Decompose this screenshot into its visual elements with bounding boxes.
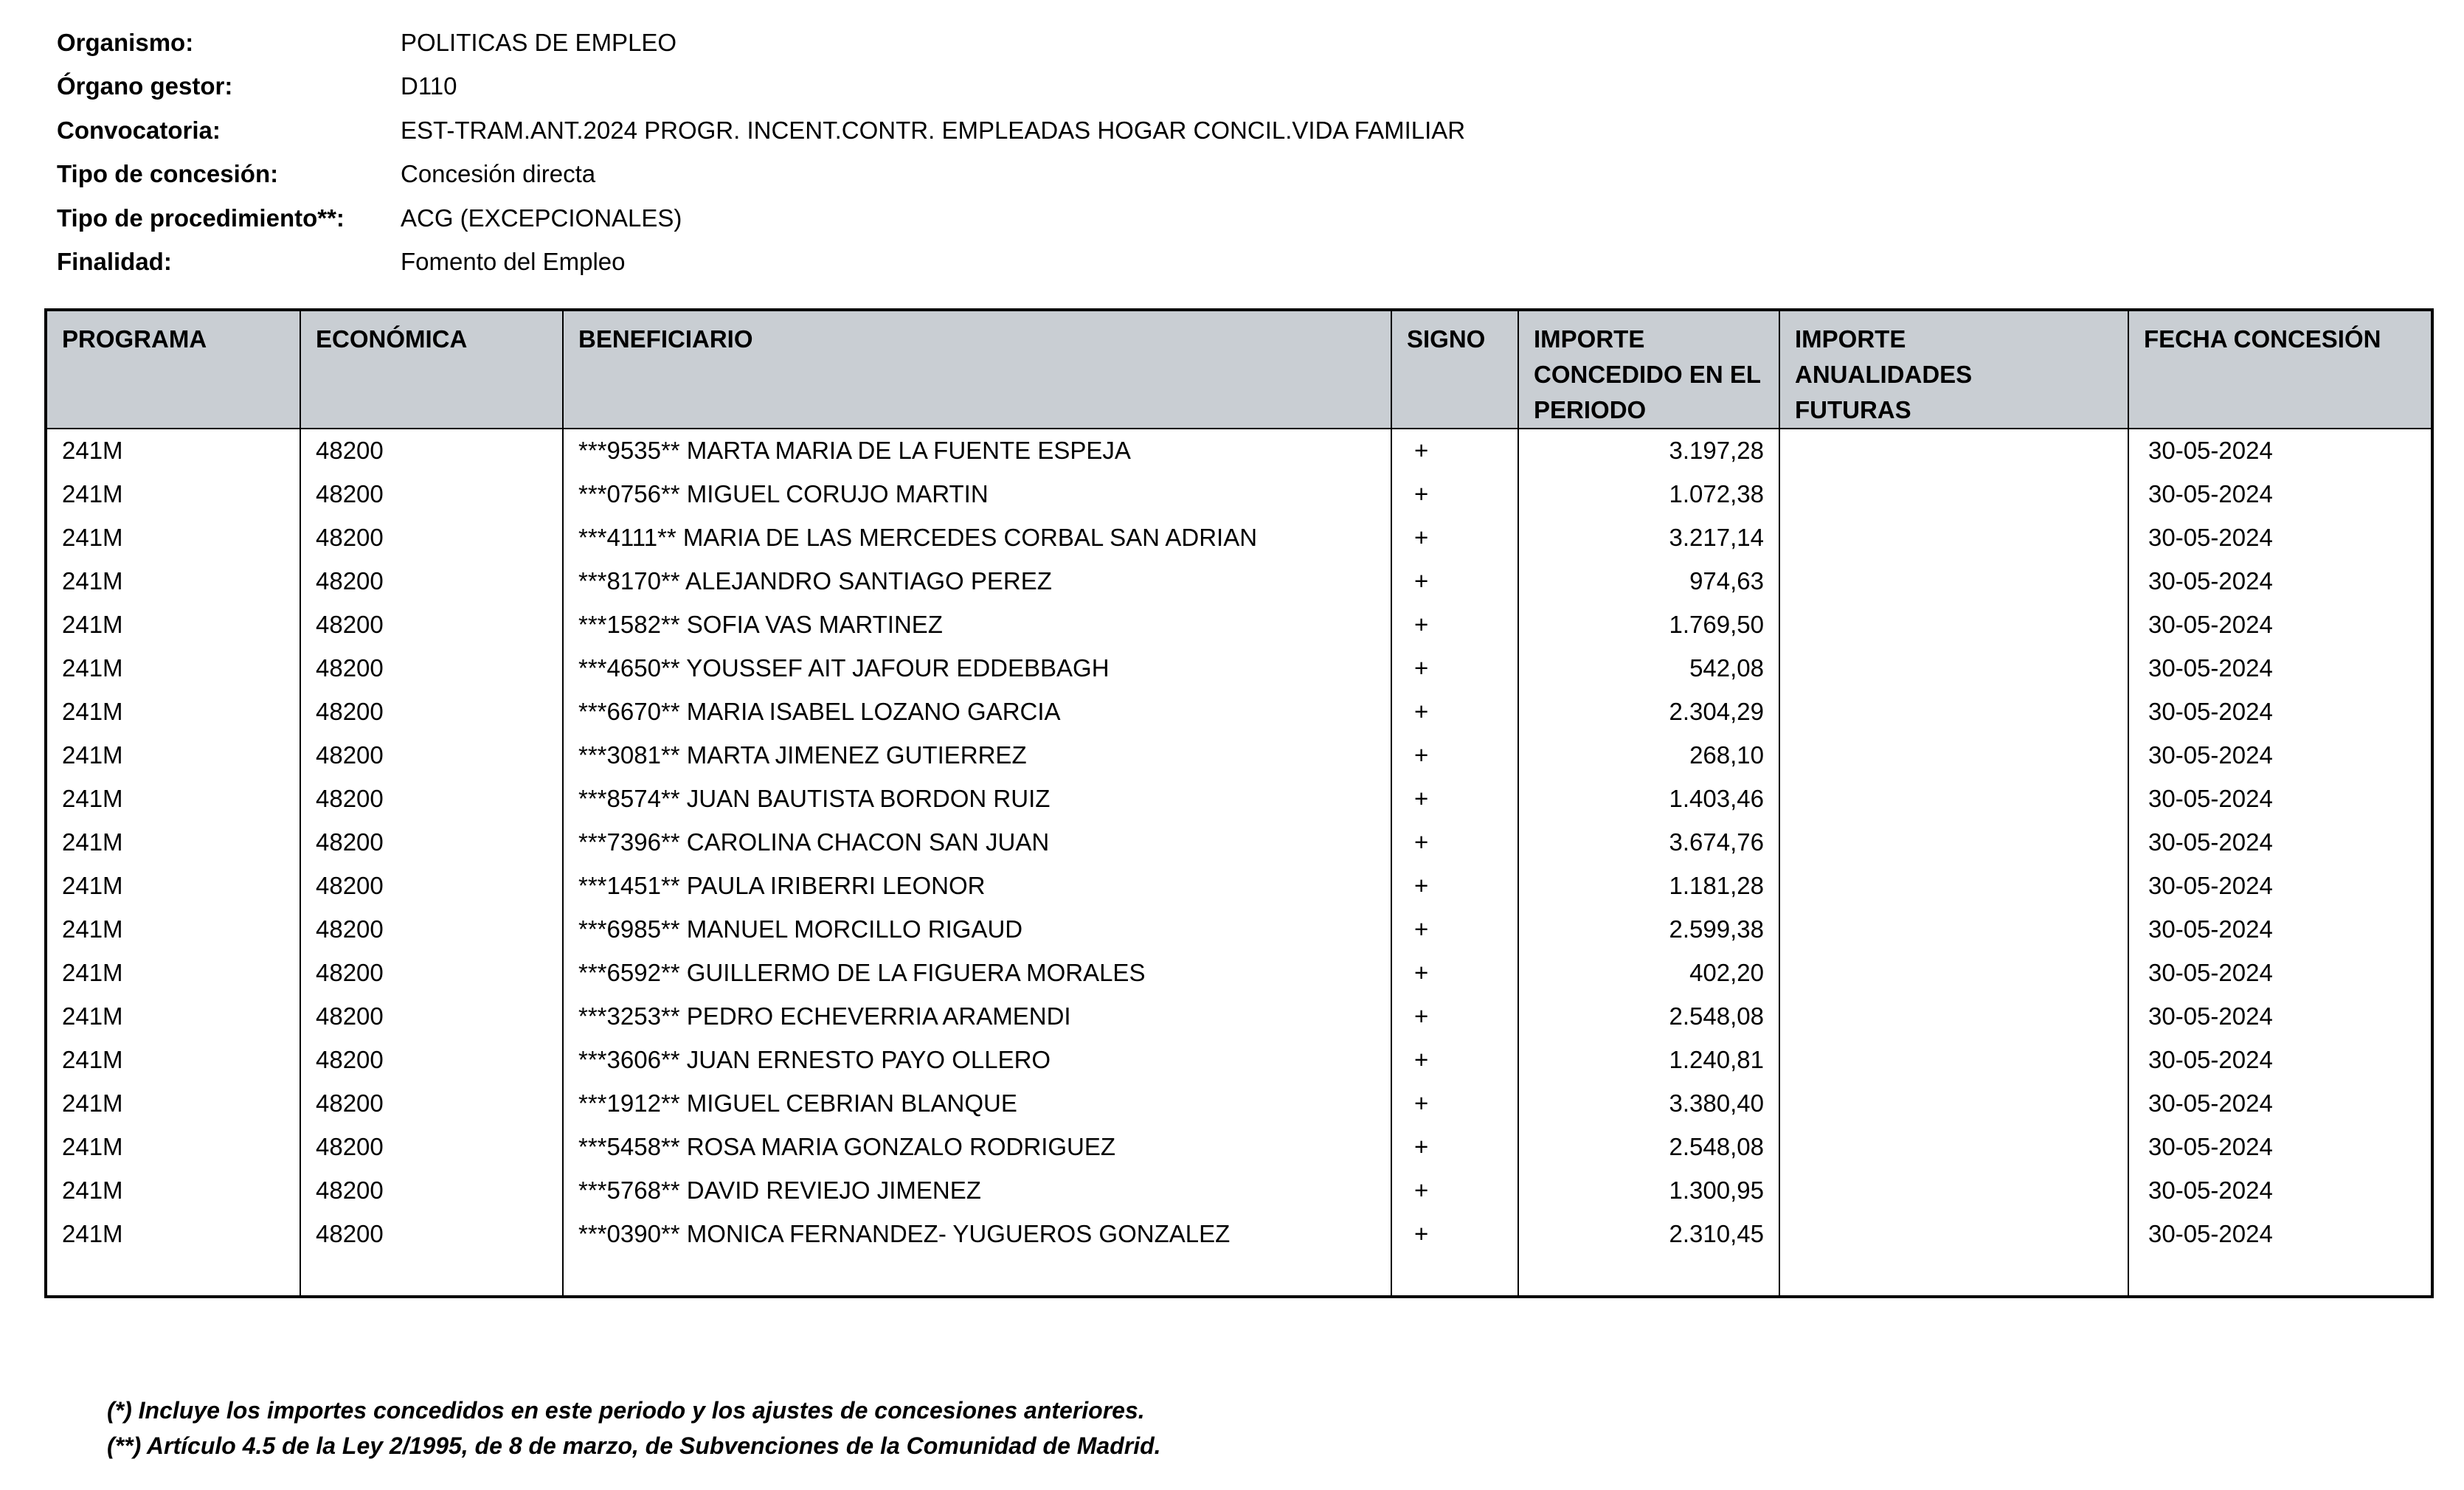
cell-importe-anualidades: [1779, 820, 2128, 864]
table-spacer: [46, 1255, 2432, 1297]
col-header-economica: ECONÓMICA: [300, 310, 563, 429]
cell-signo: +: [1391, 1125, 1518, 1168]
field-convocatoria: [57, 108, 1465, 153]
cell-importe-concedido: 2.304,29: [1518, 690, 1779, 733]
table-row: [46, 429, 2432, 472]
cell-programa: 241M: [46, 646, 300, 690]
cell-fecha-concesion: 30-05-2024: [2128, 1125, 2432, 1168]
cell-signo: +: [1391, 951, 1518, 994]
cell-signo: +: [1391, 907, 1518, 951]
cell-importe-concedido: 3.674,76: [1518, 820, 1779, 864]
field-value-organismo: POLITICAS DE EMPLEO: [401, 28, 677, 56]
cell-importe-anualidades: [1779, 864, 2128, 907]
cell-economica: 48200: [300, 472, 563, 516]
cell-programa: 241M: [46, 820, 300, 864]
table-header-row: [46, 310, 2432, 429]
cell-fecha-concesion: 30-05-2024: [2128, 559, 2432, 603]
cell-economica: 48200: [300, 907, 563, 951]
cell-signo: +: [1391, 864, 1518, 907]
document-header: [57, 21, 1465, 284]
cell-fecha-concesion: 30-05-2024: [2128, 820, 2432, 864]
cell-economica: 48200: [300, 646, 563, 690]
cell-beneficiario: ***0390** MONICA FERNANDEZ- YUGUEROS GONZALEZ: [563, 1212, 1391, 1255]
table-row: [46, 994, 2432, 1038]
cell-beneficiario: ***8170** ALEJANDRO SANTIAGO PEREZ: [563, 559, 1391, 603]
table-row: [46, 820, 2432, 864]
spacer-cell: [300, 1255, 563, 1297]
field-value-convocatoria: EST-TRAM.ANT.2024 PROGR. INCENT.CONTR. EMPLEADAS HOGAR CONCIL.VIDA FAMILIAR: [401, 116, 1466, 144]
cell-programa: 241M: [46, 690, 300, 733]
field-label-finalidad: Finalidad:: [57, 248, 172, 276]
cell-signo: +: [1391, 646, 1518, 690]
cell-economica: 48200: [300, 864, 563, 907]
cell-programa: 241M: [46, 603, 300, 646]
cell-programa: 241M: [46, 559, 300, 603]
cell-signo: +: [1391, 429, 1518, 472]
cell-programa: 241M: [46, 1125, 300, 1168]
cell-importe-anualidades: [1779, 994, 2128, 1038]
table-row: [46, 864, 2432, 907]
cell-importe-concedido: 3.197,28: [1518, 429, 1779, 472]
cell-economica: 48200: [300, 1212, 563, 1255]
table-row: [46, 1081, 2432, 1125]
field-tipo-concesion: [57, 153, 1465, 197]
cell-importe-anualidades: [1779, 646, 2128, 690]
field-label-tipo-concesion: Tipo de concesión:: [57, 160, 279, 188]
cell-fecha-concesion: 30-05-2024: [2128, 1168, 2432, 1212]
cell-importe-concedido: 542,08: [1518, 646, 1779, 690]
cell-programa: 241M: [46, 733, 300, 777]
table-row: [46, 951, 2432, 994]
col-header-signo: SIGNO: [1391, 310, 1518, 429]
field-organismo: [57, 21, 1465, 65]
cell-importe-anualidades: [1779, 1038, 2128, 1081]
field-value-tipo-procedimiento: ACG (EXCEPCIONALES): [401, 204, 682, 232]
cell-economica: 48200: [300, 994, 563, 1038]
cell-fecha-concesion: 30-05-2024: [2128, 516, 2432, 559]
cell-fecha-concesion: 30-05-2024: [2128, 646, 2432, 690]
spacer-cell: [46, 1255, 300, 1297]
cell-signo: +: [1391, 777, 1518, 820]
cell-programa: 241M: [46, 1212, 300, 1255]
cell-fecha-concesion: 30-05-2024: [2128, 733, 2432, 777]
field-label-tipo-procedimiento: Tipo de procedimiento**:: [57, 204, 345, 232]
cell-signo: +: [1391, 472, 1518, 516]
cell-signo: +: [1391, 733, 1518, 777]
field-tipo-procedimiento: [57, 196, 1465, 240]
col-header-importe-concedido: IMPORTE CONCEDIDO EN EL PERIODO: [1518, 310, 1779, 429]
cell-signo: +: [1391, 994, 1518, 1038]
table-row: [46, 646, 2432, 690]
cell-programa: 241M: [46, 777, 300, 820]
table-row: [46, 733, 2432, 777]
cell-importe-concedido: 1.300,95: [1518, 1168, 1779, 1212]
col-header-beneficiario: BENEFICIARIO: [563, 310, 1391, 429]
cell-importe-concedido: 1.240,81: [1518, 1038, 1779, 1081]
cell-beneficiario: ***4650** YOUSSEF AIT JAFOUR EDDEBBAGH: [563, 646, 1391, 690]
cell-importe-anualidades: [1779, 472, 2128, 516]
table-body: [46, 429, 2432, 1255]
cell-fecha-concesion: 30-05-2024: [2128, 777, 2432, 820]
cell-importe-concedido: 3.217,14: [1518, 516, 1779, 559]
cell-beneficiario: ***6985** MANUEL MORCILLO RIGAUD: [563, 907, 1391, 951]
cell-importe-concedido: 1.769,50: [1518, 603, 1779, 646]
cell-signo: +: [1391, 603, 1518, 646]
cell-fecha-concesion: 30-05-2024: [2128, 472, 2432, 516]
cell-beneficiario: ***6670** MARIA ISABEL LOZANO GARCIA: [563, 690, 1391, 733]
cell-programa: 241M: [46, 864, 300, 907]
cell-importe-anualidades: [1779, 429, 2128, 472]
cell-importe-anualidades: [1779, 516, 2128, 559]
cell-importe-concedido: 2.599,38: [1518, 907, 1779, 951]
col-header-programa: PROGRAMA: [46, 310, 300, 429]
cell-economica: 48200: [300, 820, 563, 864]
cell-beneficiario: ***3253** PEDRO ECHEVERRIA ARAMENDI: [563, 994, 1391, 1038]
cell-importe-concedido: 2.548,08: [1518, 994, 1779, 1038]
cell-signo: +: [1391, 1038, 1518, 1081]
cell-economica: 48200: [300, 429, 563, 472]
cell-beneficiario: ***4111** MARIA DE LAS MERCEDES CORBAL SAN ADRIAN: [563, 516, 1391, 559]
cell-programa: 241M: [46, 907, 300, 951]
cell-economica: 48200: [300, 559, 563, 603]
cell-fecha-concesion: 30-05-2024: [2128, 1212, 2432, 1255]
cell-importe-anualidades: [1779, 1125, 2128, 1168]
table-row: [46, 777, 2432, 820]
cell-fecha-concesion: 30-05-2024: [2128, 603, 2432, 646]
footnote-2: (**) Artículo 4.5 de la Ley 2/1995, de 8 de marzo, de Subvenciones de la Comunidad de Madrid.: [107, 1432, 1161, 1459]
cell-economica: 48200: [300, 603, 563, 646]
cell-signo: +: [1391, 516, 1518, 559]
spacer-cell: [2128, 1255, 2432, 1297]
cell-beneficiario: ***1451** PAULA IRIBERRI LEONOR: [563, 864, 1391, 907]
cell-signo: +: [1391, 1081, 1518, 1125]
cell-economica: 48200: [300, 733, 563, 777]
cell-importe-anualidades: [1779, 1168, 2128, 1212]
cell-importe-anualidades: [1779, 777, 2128, 820]
cell-economica: 48200: [300, 1081, 563, 1125]
spacer-cell: [1518, 1255, 1779, 1297]
cell-beneficiario: ***1582** SOFIA VAS MARTINEZ: [563, 603, 1391, 646]
cell-signo: +: [1391, 1212, 1518, 1255]
cell-importe-concedido: 1.181,28: [1518, 864, 1779, 907]
field-label-organismo: Organismo:: [57, 28, 194, 56]
cell-beneficiario: ***5458** ROSA MARIA GONZALO RODRIGUEZ: [563, 1125, 1391, 1168]
cell-economica: 48200: [300, 777, 563, 820]
cell-signo: +: [1391, 559, 1518, 603]
cell-beneficiario: ***3606** JUAN ERNESTO PAYO OLLERO: [563, 1038, 1391, 1081]
field-organo-gestor: [57, 65, 1465, 109]
cell-importe-concedido: 2.548,08: [1518, 1125, 1779, 1168]
cell-importe-anualidades: [1779, 1212, 2128, 1255]
cell-importe-anualidades: [1779, 1081, 2128, 1125]
field-value-organo-gestor: D110: [401, 72, 457, 100]
cell-beneficiario: ***3081** MARTA JIMENEZ GUTIERREZ: [563, 733, 1391, 777]
cell-beneficiario: ***5768** DAVID REVIEJO JIMENEZ: [563, 1168, 1391, 1212]
cell-programa: 241M: [46, 951, 300, 994]
cell-importe-concedido: 268,10: [1518, 733, 1779, 777]
cell-economica: 48200: [300, 1038, 563, 1081]
cell-fecha-concesion: 30-05-2024: [2128, 864, 2432, 907]
cell-importe-concedido: 1.403,46: [1518, 777, 1779, 820]
field-finalidad: [57, 240, 1465, 285]
field-label-convocatoria: Convocatoria:: [57, 116, 221, 144]
cell-fecha-concesion: 30-05-2024: [2128, 1038, 2432, 1081]
cell-economica: 48200: [300, 690, 563, 733]
cell-signo: +: [1391, 1168, 1518, 1212]
table-row: [46, 603, 2432, 646]
field-value-tipo-concesion: Concesión directa: [401, 160, 596, 188]
table-row: [46, 516, 2432, 559]
cell-economica: 48200: [300, 951, 563, 994]
cell-programa: 241M: [46, 1038, 300, 1081]
cell-importe-anualidades: [1779, 603, 2128, 646]
cell-importe-anualidades: [1779, 951, 2128, 994]
cell-programa: 241M: [46, 1168, 300, 1212]
cell-signo: +: [1391, 690, 1518, 733]
col-header-fecha-concesion: FECHA CONCESIÓN: [2128, 310, 2432, 429]
cell-importe-anualidades: [1779, 559, 2128, 603]
table-row: [46, 907, 2432, 951]
cell-beneficiario: ***6592** GUILLERMO DE LA FIGUERA MORALES: [563, 951, 1391, 994]
cell-fecha-concesion: 30-05-2024: [2128, 907, 2432, 951]
cell-fecha-concesion: 30-05-2024: [2128, 951, 2432, 994]
cell-programa: 241M: [46, 472, 300, 516]
cell-beneficiario: ***8574** JUAN BAUTISTA BORDON RUIZ: [563, 777, 1391, 820]
cell-beneficiario: ***1912** MIGUEL CEBRIAN BLANQUE: [563, 1081, 1391, 1125]
field-label-organo-gestor: Órgano gestor:: [57, 72, 233, 100]
field-value-finalidad: Fomento del Empleo: [401, 248, 626, 276]
cell-fecha-concesion: 30-05-2024: [2128, 994, 2432, 1038]
cell-beneficiario: ***9535** MARTA MARIA DE LA FUENTE ESPEJA: [563, 429, 1391, 472]
cell-economica: 48200: [300, 1125, 563, 1168]
table-row: [46, 1212, 2432, 1255]
cell-importe-concedido: 402,20: [1518, 951, 1779, 994]
cell-beneficiario: ***7396** CAROLINA CHACON SAN JUAN: [563, 820, 1391, 864]
cell-programa: 241M: [46, 429, 300, 472]
cell-fecha-concesion: 30-05-2024: [2128, 429, 2432, 472]
table-row: [46, 1038, 2432, 1081]
spacer-cell: [1391, 1255, 1518, 1297]
table-row: [46, 1125, 2432, 1168]
cell-importe-anualidades: [1779, 907, 2128, 951]
spacer-cell: [563, 1255, 1391, 1297]
cell-economica: 48200: [300, 516, 563, 559]
cell-programa: 241M: [46, 1081, 300, 1125]
footnote-1: (*) Incluye los importes concedidos en este periodo y los ajustes de concesiones anteriores.: [107, 1397, 1145, 1424]
cell-importe-anualidades: [1779, 690, 2128, 733]
cell-importe-concedido: 1.072,38: [1518, 472, 1779, 516]
table-row: [46, 472, 2432, 516]
cell-fecha-concesion: 30-05-2024: [2128, 1081, 2432, 1125]
cell-importe-concedido: 974,63: [1518, 559, 1779, 603]
cell-economica: 48200: [300, 1168, 563, 1212]
grants-table: [44, 308, 2434, 1298]
cell-signo: +: [1391, 820, 1518, 864]
cell-programa: 241M: [46, 994, 300, 1038]
cell-fecha-concesion: 30-05-2024: [2128, 690, 2432, 733]
cell-importe-anualidades: [1779, 733, 2128, 777]
table-row: [46, 690, 2432, 733]
cell-beneficiario: ***0756** MIGUEL CORUJO MARTIN: [563, 472, 1391, 516]
col-header-importe-anualidades: IMPORTE ANUALIDADES FUTURAS: [1779, 310, 2128, 429]
spacer-cell: [1779, 1255, 2128, 1297]
table-row: [46, 1168, 2432, 1212]
table-row: [46, 559, 2432, 603]
cell-programa: 241M: [46, 516, 300, 559]
footnotes: [107, 1393, 1161, 1463]
table-spacer-row: [46, 1255, 2432, 1297]
cell-importe-concedido: 2.310,45: [1518, 1212, 1779, 1255]
cell-importe-concedido: 3.380,40: [1518, 1081, 1779, 1125]
